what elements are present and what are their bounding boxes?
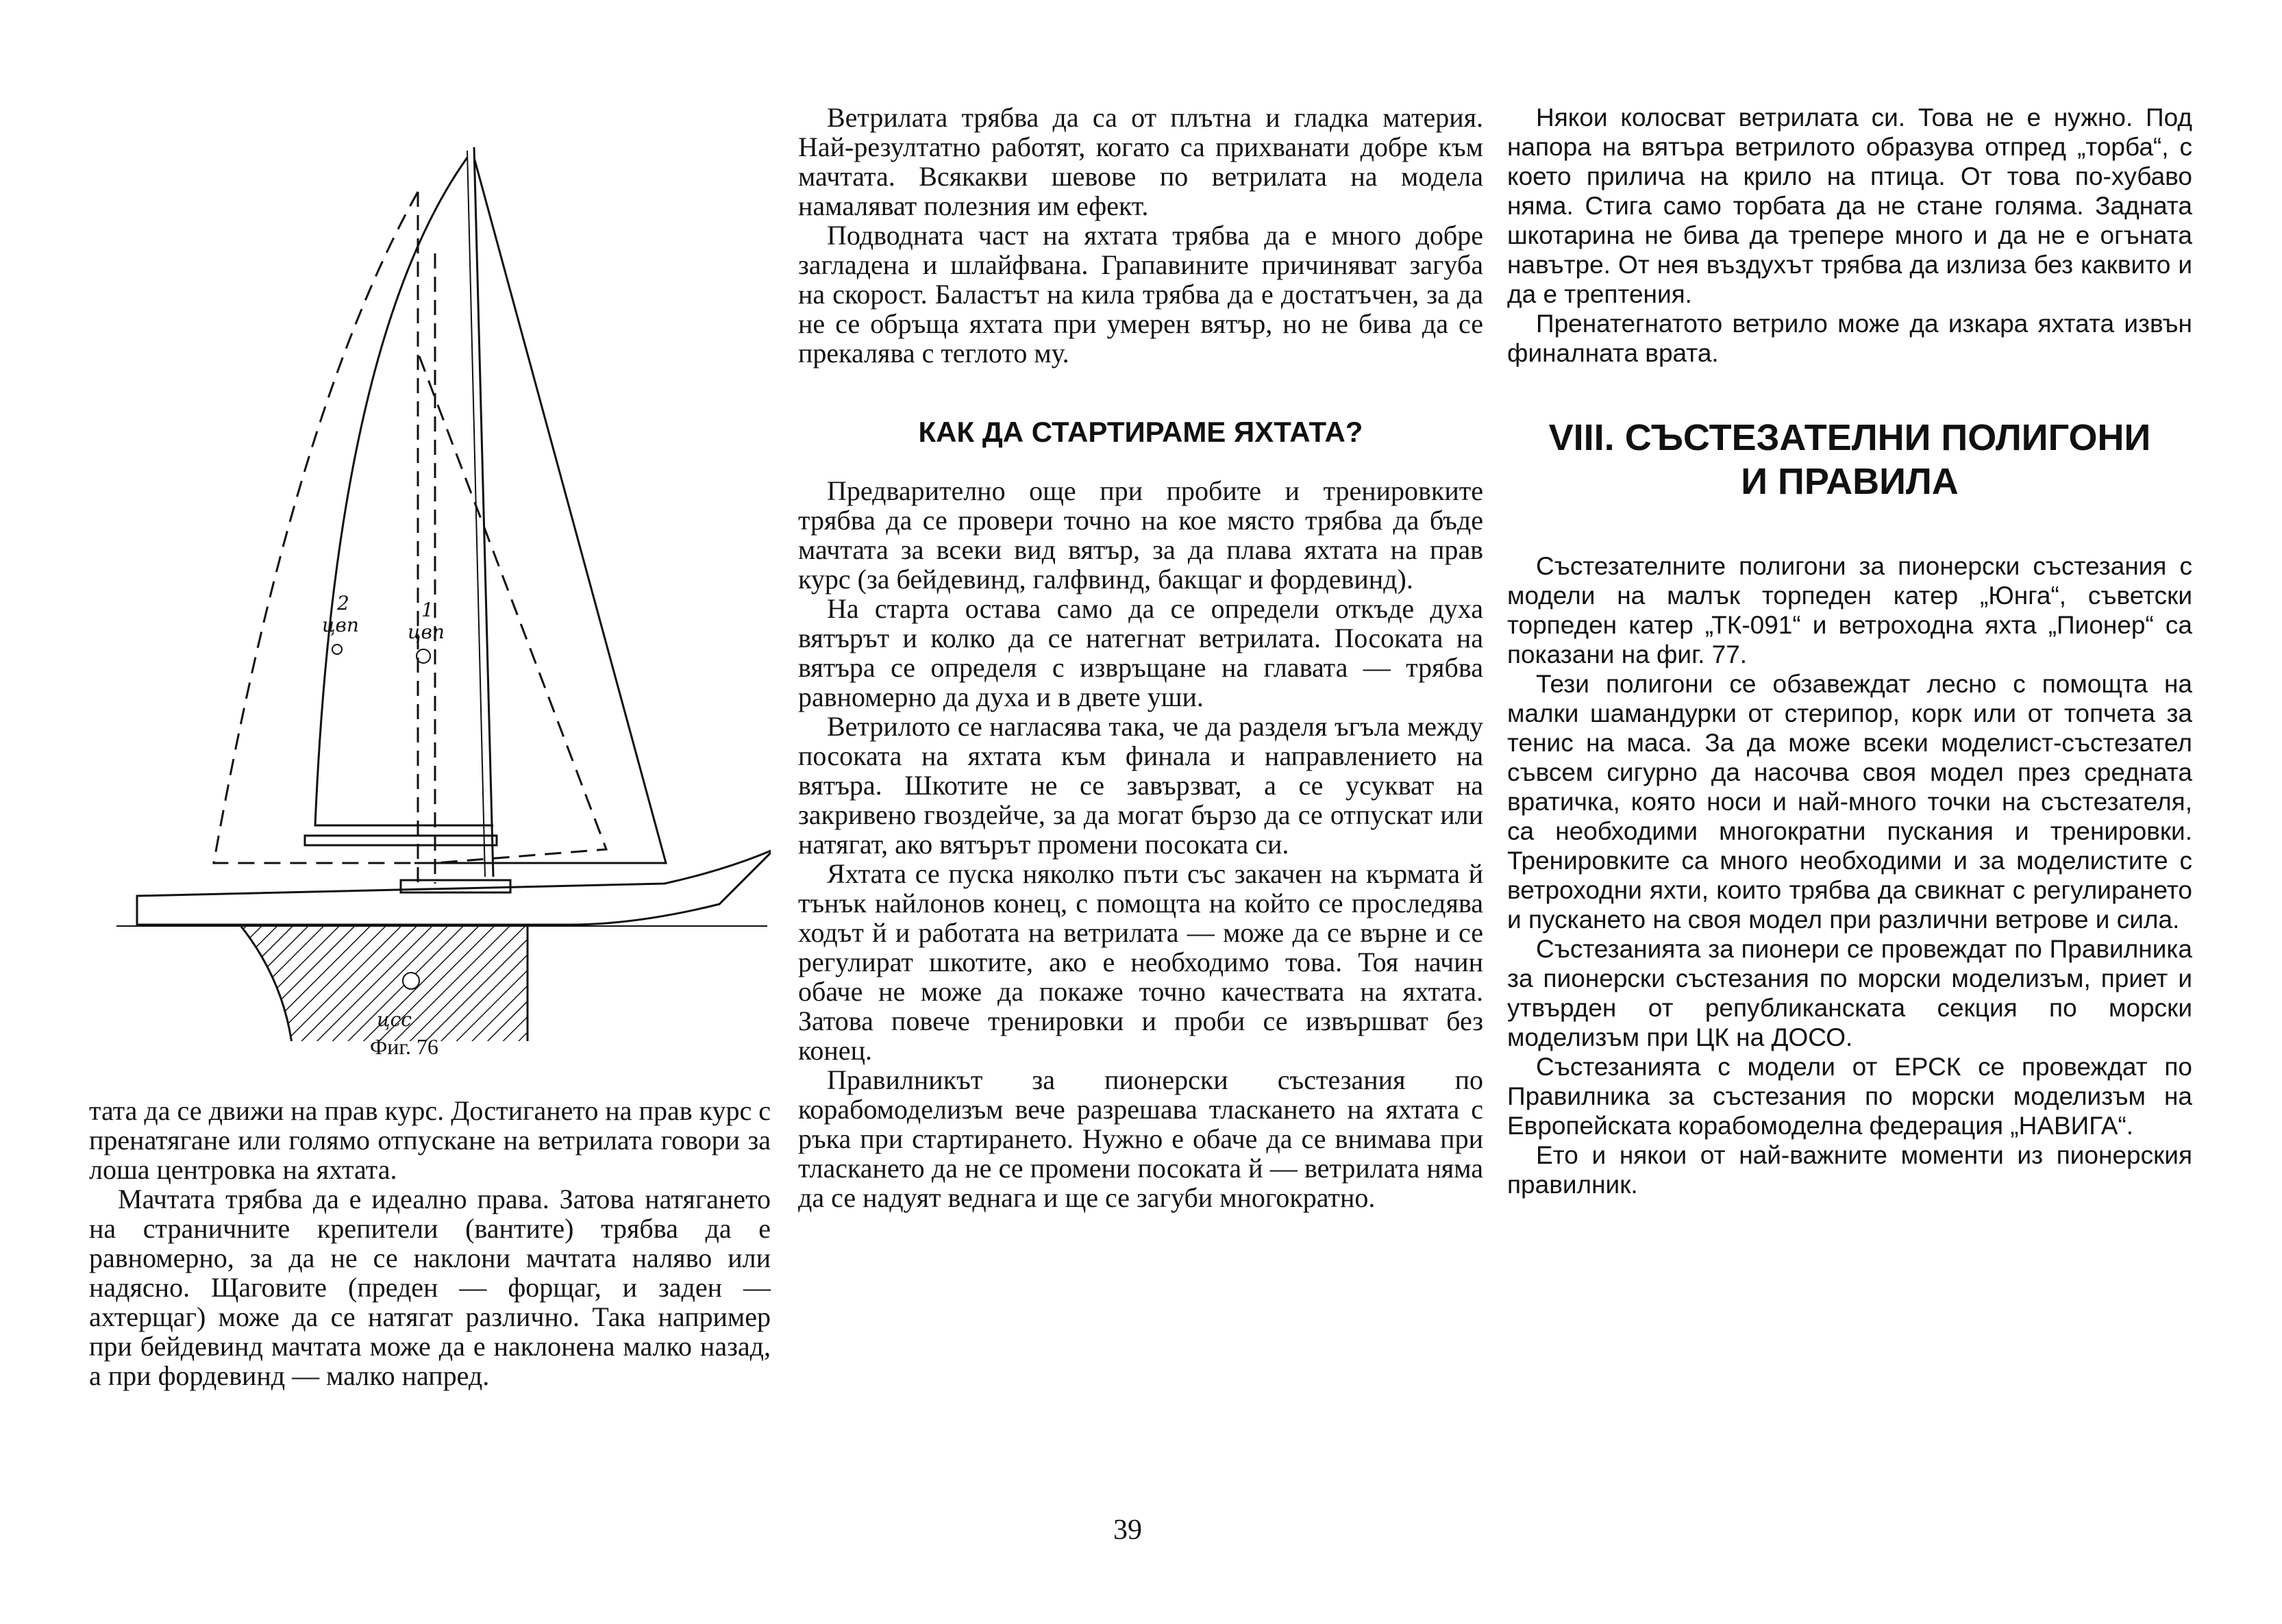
paragraph: Пренатегнатото ветрило може да изкара яхтата извън финалната врата. (1507, 310, 2192, 367)
section-heading: КАК ДА СТАРТИРАМЕ ЯХТАТА? (918, 416, 1363, 448)
paragraph: Тези полигони се обзавеждат лесно с помощта на малки шамандурки от стерипор, корк или от топчета за тенис на маса. За да може всеки моделист-състезател съвсем сигурно да насочва своя модел през средната вратичка, която носи и най-много точки на състезателя, са необходими многократни пускания и тренировки. Тренировките са много необходими и за моделистите с ветроходни яхти, които трябва да свикнат с регулирането и пускането на своя модел при различни ветрове и сила. (1507, 670, 2192, 934)
paragraph: Някои колосват ветрилата си. Това не е нужно. Под напора на вятъра ветрилото образува отпред „торба“, с което прилича на крило на птица. От това по-хубаво няма. Стига само торбата да не стане голяма. Задната шкотарина не бива да трепере много и да не е огъната навътре. От нея въздухът трябва да излиза без каквито и да е трептения. (1507, 103, 2192, 308)
page-number: 39 (1113, 1514, 1142, 1546)
dashed-big-sail (214, 192, 493, 863)
column-1 (89, 1096, 771, 1390)
main-sail (315, 158, 493, 825)
sail1-abbr: цвп (408, 621, 445, 643)
sail1-center-mark (417, 649, 430, 663)
paragraph: На старта остава само да се определи откъде духа вятърът и колко да се натегнат ветрилата. Посоката на вятъра се определя с извръщане на главата — трябва равномерно да духа и в двете уши. (798, 593, 1483, 712)
jib-sail (414, 158, 666, 863)
paragraph: Предварително още при пробите и тренировките трябва да се провери точно на кое място трябва да бъде мачтата за всеки вид вятър, за да плава яхтата на прав курс (за бейдевинд, галфвинд, бакщаг и фордевинд). (798, 475, 1483, 595)
hull-abbr: цсс (377, 1008, 412, 1031)
paragraph: Състезанията за пионери се провеждат по Правилника за пионерски състезания по морски моделизъм, приет и утвърден от републиканската секция по морски моделизъм при ЦК на ДОСО. (1507, 935, 2192, 1051)
column-2 (798, 103, 1483, 1212)
paragraph: Ветрилото се нагласява така, че да разделя ъгъла между посоката на яхтата към финала и направлението на вятъра. Шкотите не се завързват, а се усукват на закривено гвоздейче, за да могат бързо да се отпускат или натягат, ако вятърът промени посоката си. (798, 711, 1483, 860)
dashed-jib (419, 356, 606, 863)
paragraph: Ето и някои от най-важните моменти из пионерския правилник. (1507, 1141, 2192, 1199)
chapter-heading (1507, 416, 2192, 503)
sail2-num: 2 (337, 592, 349, 614)
paragraph: Ветрилата трябва да са от плътна и гладка материя. Най-резултатно работят, когато са прихванати добре към мачтата. Всякакви шевове по ветрилата на модела намаляват полезния им ефект. (798, 102, 1483, 221)
paragraph: Подводната част на яхтата трябва да е много добре загладена и шлайфвана. Грапавините причиняват загуба на скорост. Баластът на кила трябва да е достатъчен, за да не се обръща яхтата при умерен вятър, но не бива да се прекалява с теглото му. (798, 220, 1483, 368)
hull-center-mark (403, 973, 419, 989)
mast (474, 147, 493, 877)
boom (305, 836, 497, 845)
column-3 (1507, 103, 2192, 1199)
chapter-heading-line2: И ПРАВИЛА (1741, 461, 1959, 502)
paragraph: Мачтата трябва да е идеално права. Затова натягането на страничните крепители (вантите) трябва да е равномерно, за да не се наклони мачтата наляво или надясно. Щаговите (преден — форщаг, и заден — ахтерщаг) може да се натягат различно. Така например при бейдевинд мачтата може да е наклонена малко назад, а при фордевинд — малко напред. (89, 1184, 771, 1391)
figure-caption: Фиг. 76 (370, 1034, 438, 1059)
paragraph: Правилникът за пионерски състезания по корабомоделизъм вече разрешава тласкането на яхтата с ръка при стартирането. Нужно е обаче да се внимава при тласкането да не се промени посоката й — ветрилата няма да се надуят веднага и ще се загуби многократно. (798, 1064, 1483, 1213)
yacht-figure (89, 137, 771, 1041)
paragraph: Яхтата се пуска няколко пъти със закачен на кърмата й тънък найлонов конец, с помощта на който се проследява ходът й и работата на ветрилата — може да се върне и се регулират шкотите, ако е необходимо това. Тоя начин обаче не може да покаже точно качествата на яхтата. Затова повече тренировки и проби се извършват без конец. (798, 858, 1483, 1066)
paragraph: Състезанията с модели от ЕРСК се провеждат по Правилника за състезания по морски моделизъм на Европейската корабомоделна федерация „НАВИГА“. (1507, 1053, 2192, 1140)
chapter-heading-line1: VIII. СЪСТЕЗАТЕЛНИ ПОЛИГОНИ (1548, 417, 2151, 458)
paragraph: тата да се движи на прав курс. Достигането на прав курс с пренатягане или голямо отпускане на ветрилата говори за лоша центровка на яхтата. (89, 1095, 771, 1185)
sail2-center-mark (332, 645, 342, 654)
sail2-abbr: цвп (322, 614, 359, 636)
paragraph: Състезателните полигони за пионерски състезания с модели на малък торпеден катер „Юнга“, съветски торпеден катер „ТК-091“ и ветроходна яхта „Пионер“ са показани на фиг. 77. (1507, 552, 2192, 669)
sail1-num: 1 (421, 599, 434, 621)
